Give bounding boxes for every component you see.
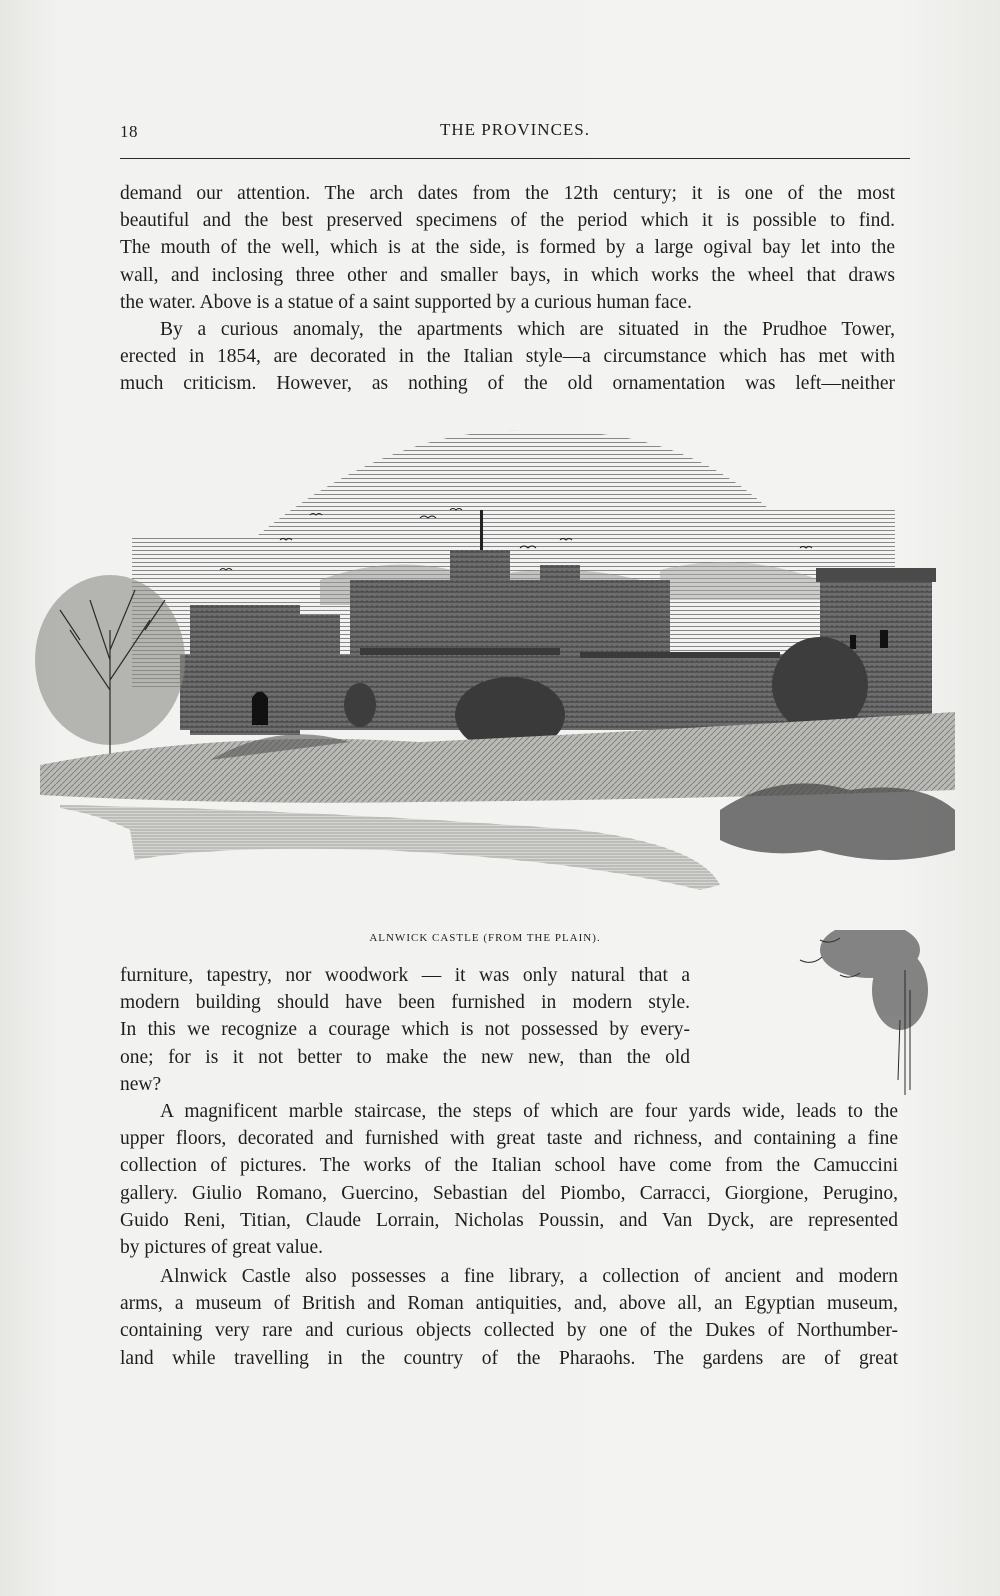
river (60, 805, 720, 890)
text-line: containing very rare and curious objects collected by one of the Dukes of Northumber- (120, 1320, 898, 1342)
text-line: gallery. Giulio Romano, Guercino, Sebastian del Piombo, Carracci, Giorgione, Perugino, (120, 1182, 898, 1204)
text-line: arms, a museum of British and Roman antiquities, and, above all, an Egyptian museum, (120, 1293, 898, 1315)
text-line: furniture, tapestry, nor woodwork — it was only natural that a (120, 965, 690, 986)
text-line: wall, and inclosing three other and smaller bays, in which works the wheel that draws (120, 264, 895, 286)
text-line: the water. Above is a statue of a saint supported by a curious human face. (120, 291, 692, 313)
text-line: by pictures of great value. (120, 1237, 324, 1259)
text-line: Alnwick Castle also possesses a fine library, a collection of ancient and modern (160, 1266, 898, 1287)
text-line: one; for is it not better to make the new new, than the old (120, 1046, 690, 1068)
text-line: A magnificent marble staircase, the steps of which are four yards wide, leads to the (160, 1101, 898, 1122)
page-number: 18 (120, 122, 138, 141)
paragraph-2 (120, 316, 895, 398)
text-line: collection of pictures. The works of the Italian school have come from the Camuccini (120, 1155, 898, 1177)
paragraph-5 (120, 1263, 898, 1372)
text-line: new? (120, 1073, 162, 1095)
text-line: upper floors, decorated and furnished with great taste and richness, and containing a fine (120, 1128, 898, 1150)
running-head: THE PROVINCES. (439, 120, 590, 139)
text-line: much criticism. However, as nothing of the old ornamentation was left—neither (120, 373, 895, 395)
page-header (120, 118, 910, 142)
text-line: Guido Reni, Titian, Claude Lorrain, Nicholas Poussin, and Van Dyck, are represented (120, 1209, 898, 1231)
text-line: The mouth of the well, which is at the side, is formed by a large ogival bay let into the (120, 237, 895, 259)
gatehouse (190, 605, 340, 735)
text-line: land while travelling in the country of the Pharaohs. The gardens are of great (120, 1347, 898, 1369)
text-line: In this we recognize a courage which is not possessed by every- (120, 1019, 690, 1041)
paragraph-4 (120, 1098, 898, 1261)
text-line: modern building should have been furnished in modern style. (120, 992, 690, 1014)
castle-illustration (20, 430, 980, 930)
text-line: beautiful and the best preserved specimens of the period which it is possible to find. (120, 210, 895, 232)
paragraph-3 (120, 962, 690, 1098)
text-line: By a curious anomaly, the apartments which are situated in the Prudhoe Tower, (160, 319, 895, 340)
figure-caption: ALNWICK CASTLE (FROM THE PLAIN). (369, 932, 601, 944)
text-line: erected in 1854, are decorated in the Italian style—a circumstance which has met with (120, 346, 895, 368)
foliage-vignette (700, 930, 930, 1100)
paragraph-1 (120, 180, 895, 316)
text-line: demand our attention. The arch dates from the 12th century; it is one of the most (120, 183, 895, 204)
header-rule (120, 158, 910, 159)
